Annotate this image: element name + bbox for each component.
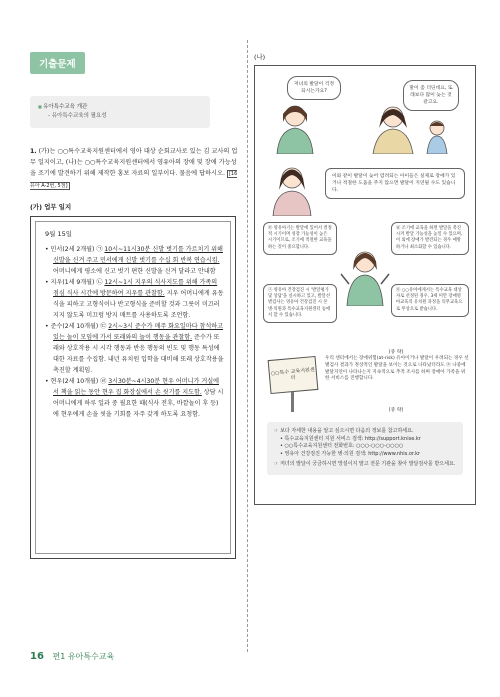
right-column <box>254 52 476 505</box>
panel-1 <box>263 72 469 154</box>
child-illustration <box>421 118 453 154</box>
section-na-label: (나) <box>254 53 266 61</box>
work-diary-inner <box>35 221 231 554</box>
speech-bubble: 저녀의 발달이 걱정되시는가요? <box>287 76 341 100</box>
panel-4-text: 우리 센터에서는 장애위험(at-risk) 유아이거나 발달이 우려되는 경우 선별검사 결과가 정상적인 발달을 보이는 것으로 나타났더라도 ㉨ 나중에 발달지연이 나타나는지 지속적으로 추적 조사를 하며 장애아 가족을 위한 서비스를 진행합니다. <box>325 356 469 382</box>
woman-illustration <box>339 246 391 306</box>
diary-entry <box>45 321 224 376</box>
entry-suffix: 준수가 또래와 상호작용 시 시각 행동과 반응 행동의 빈도 및 행동 특성에 대한 자료를 수집함. 내년 유치원 입학을 대비해 또래 상호작용을 촉진할 계획임. <box>53 334 224 374</box>
signboard-pole <box>291 392 294 412</box>
panel-4-footer: (중 략) <box>388 408 404 413</box>
question-text: (가)는 ○○특수교육지원센터에서 영아 대상 순회교사로 있는 김 교사의 업무 일지이고, (나)는 ○○특수교육지원센터에서 영유아의 장애 및 장애 가능성을 조기에 발견하기 위해 제작한 홍보 자료의 일부이다. 물음에 답하시오. <box>30 148 238 177</box>
diary-entry <box>45 277 224 321</box>
entry-prefix: 민서(2세 2개월) ㉠ <box>50 246 105 253</box>
question <box>30 146 242 192</box>
topic-box <box>30 96 210 128</box>
info-bubble: ㉧ ○○유아에게서는 특수교육 대상자로 선정된 경우, 3세 미만 장애영아교육의 유치원 과정을 의무교육으로 무상으로 받습니다. <box>391 284 469 317</box>
woman-illustration <box>265 100 325 154</box>
question-source: [16 유아 A-2번, 5점] <box>30 171 238 189</box>
left-column <box>30 52 242 559</box>
woman-illustration <box>267 162 317 216</box>
page-footer <box>30 651 114 662</box>
footer-part: 편1 유아특수교육 <box>52 652 115 661</box>
entry-underlined: 3시30분~4시30분 현우 어머니가 거실에서 책을 읽는 동안 현우 집 화장실에서 손 씻기를 지도함. <box>53 378 219 396</box>
info-item: • ○○특수교육지원센터 전화번호: ○○○-○○○-○○○○ <box>280 443 404 449</box>
info-item: • 특수교육지원센터 지원 서비스 검색: http://support.knise.kr <box>280 435 421 442</box>
topic-sub: - 유아특수교육의 필요성 <box>48 113 107 119</box>
panel-4-header: (중 략) <box>388 350 404 355</box>
column-divider <box>247 40 248 652</box>
entry-underlined: 10시~11시30분 신발 벗기를 가르치기 위해 신발을 신겨 주고 민서에게 신발 벗기를 수십 회 반복 연습시킴. <box>53 246 223 264</box>
section-ga-label: (가) 업무 일지 <box>30 203 72 211</box>
info-lead: ☞ 보다 자세한 내용을 알고 싶으시면 다음의 정보를 참고하세요. <box>274 428 456 436</box>
info-bubble: ㉥ 조기에 교육을 하면 발달을 촉진시켜 발달 가능성을 높일 수 있으며, 이 외에 장애가 발견되는 경우 예방하거나 최소화할 수 있습니다. <box>391 222 469 255</box>
entry-prefix: 준수(2세 10개월) ㉢ <box>50 323 109 330</box>
info-bubble: ㉦ 영유아 건강검진 시 '발달평가 및 상담'을 실시하고 있고, 발달선별검사는 영유아 건강검진 시 본 병·의원과 특수교육지원센터 등에서 할 수 있습니다. <box>263 284 337 323</box>
page-number: 16 <box>30 651 44 662</box>
info-box <box>267 422 463 475</box>
work-diary <box>30 216 236 559</box>
panel-4 <box>263 348 469 416</box>
info-closing: ☞ 저녀의 발달이 궁금하시면 망설이지 말고 전문 기관을 찾아 발달검사를 받으세요. <box>274 461 456 469</box>
entry-prefix: 지우(1세 9개월) ㉡ <box>50 279 105 286</box>
mother-illustration <box>363 102 423 154</box>
entry-underlined: 12시~1시 지우의 식사지도를 위해 가족의 점심 식사 시간에 방문하여 지우를 관찰함. <box>53 279 218 297</box>
section-badge: 기출문제 <box>30 52 85 74</box>
info-item: • 영유아 건강검진 가능한 병·의원 검색: http://www.nhis.or.kr <box>280 450 421 457</box>
topic-main: ■ 유아특수교육 개관 <box>38 102 202 112</box>
entry-prefix: 현우(2세 10개월) ㉣ <box>50 378 109 385</box>
speech-bubble: 말이 좀 더딘데요, 또래보다 많이 늦는 것 같고요. <box>403 80 459 111</box>
signboard <box>268 356 319 394</box>
entry-suffix: 어머니에게 평소에 신고 벗기 편한 신발을 신겨 달라고 안내함 <box>53 268 216 275</box>
entry-underlined: 2시~3시 준수가 매주 화요일마다 참석하고 있는 놀이 모임에 가서 또래와의 놀이 행동을 관찰함. <box>53 323 224 341</box>
question-number: 1. <box>30 148 37 155</box>
diary-entry <box>45 376 224 420</box>
panel-2 <box>263 160 469 216</box>
entry-suffix: 상담 시 어머니에게 하루 일과 중 필요한 때(식사 전후, 바깥놀이 후 등)에 현우에게 손을 씻을 기회를 자주 갖게 하도록 요청함. <box>53 389 224 418</box>
diary-entry <box>45 244 224 277</box>
promo-material <box>254 65 476 505</box>
info-bubble: 이와 같이 발달이 늦어 염려되는 아이들은 실제로 장애가 있거나 적절한 도움을 주지 않으면 발달이 지연될 수도 있습니다. <box>325 168 465 199</box>
signboard-text: ○○특수 교육지원센터 <box>270 367 315 382</box>
info-bubble: ㉤ 영유아기는 발달에 있어서 결정적 시기이며 성장 가능성이 높은 시기이므로, 조기에 적절한 교육을 하는 것이 중요합니다. <box>263 222 337 255</box>
entry-suffix: 지우 어머니에게 유동식을 피하고 고형식이나 반고형식을 준비할 것과 그릇이 미끄러지지 않도록 미끄럼 방지 매트를 사용하도록 조언함. <box>53 290 224 319</box>
panel-3 <box>263 222 469 340</box>
diary-date: 9월 15일 <box>45 230 73 238</box>
